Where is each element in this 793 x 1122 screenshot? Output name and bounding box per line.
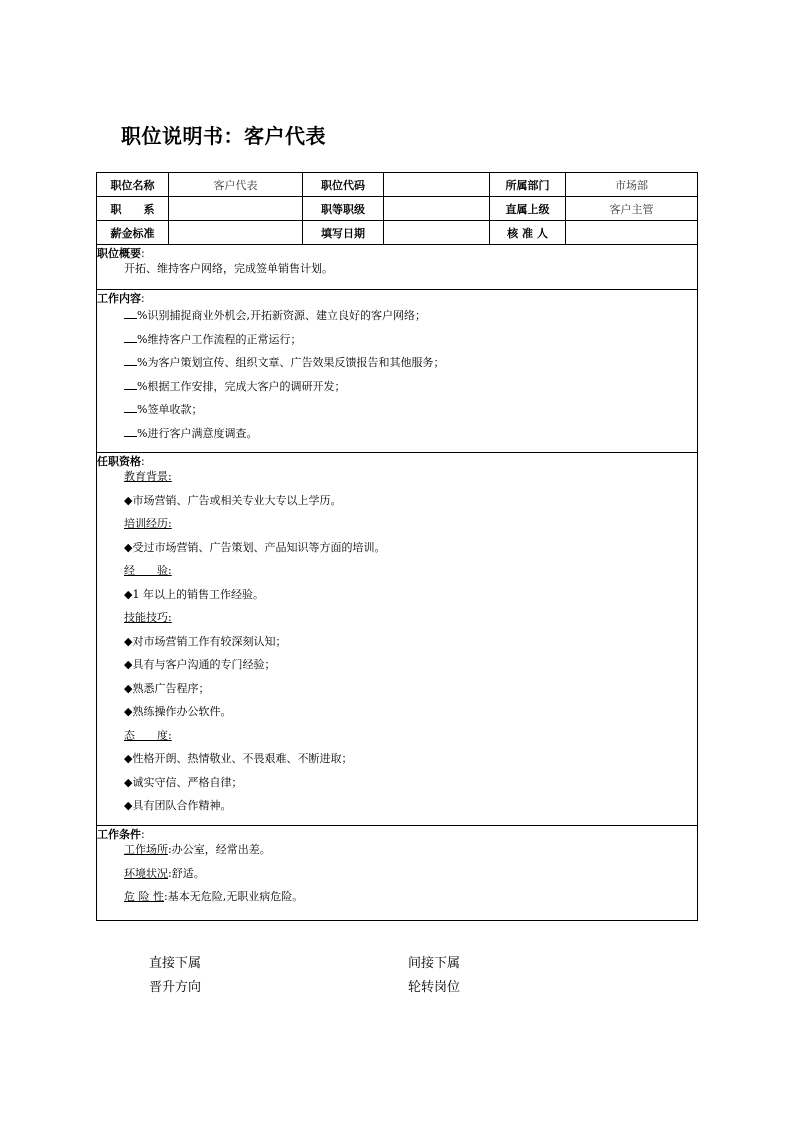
qualification-item: ◆熟练操作办公软件。 [124,705,232,718]
percent-blank [124,425,137,437]
indirect-subordinate-label: 间接下属 [408,956,461,971]
field-label: 职位代码 [303,173,384,197]
field-label: 职等职级 [303,197,384,221]
qualification-item: ◆对市场营销工作有较深刻认知； [124,634,287,648]
field-value: 市场部 [566,173,698,197]
qualification-group-title: 态 度: [124,728,172,742]
conditions-section [97,826,698,921]
promotion-label: 晋升方向 [149,980,202,995]
duty-text: %为客户策划宣传、组织文章、广告效果反馈报告和其他服务； [137,356,445,369]
qualification-item: ◆诚实守信、严格自律； [124,775,243,789]
rotation-label: 轮转岗位 [408,980,461,995]
direct-subordinate-label: 直接下属 [149,956,202,971]
qualifications-section [97,453,698,826]
duty-item [97,354,697,378]
field-value: 客户代表 [169,173,303,197]
condition-label: 工作场所 [124,843,168,856]
duty-item [97,425,697,449]
field-label: 核 准 人 [490,221,566,245]
duty-item [97,401,697,425]
duty-text: %维持客户工作流程的正常运行； [137,332,302,346]
duty-text: %签单收款； [137,403,203,416]
qualification-item: ◆具有与客户沟通的专门经验； [124,658,276,671]
field-value: 客户主管 [566,197,698,221]
field-label: 薪金标准 [97,221,169,245]
duty-text: %根据工作安排，完成大客户的调研开发； [137,379,346,393]
field-label: 直属上级 [490,197,566,221]
qualification-group-title: 技能技巧: [124,611,172,624]
qualification-item: ◆具有团队合作精神。 [124,799,232,812]
duty-item [97,378,697,402]
condition-label: 危 险 性 [124,890,164,903]
header-row [97,197,698,221]
percent-blank [124,354,137,366]
field-value [384,221,490,245]
qualification-item: ◆性格开朗、热情敬业、不畏艰难、不断进取； [124,752,353,765]
qualification-group-title: 培训经历: [124,517,172,530]
section-heading: 工作内容: [97,292,145,305]
duty-item [97,307,697,331]
qualification-group-title: 教育背景: [124,470,172,483]
condition-text: :基本无危险,无职业病危险。 [164,890,304,903]
section-heading: 职位概要: [97,247,145,260]
duty-text: %识别捕捉商业外机会,开拓新资源、建立良好的客户网络； [137,309,426,322]
percent-blank [124,331,137,343]
qualification-item: ◆受过市场营销、广告策划、产品知识等方面的培训。 [124,540,386,554]
section-heading: 任职资格: [97,455,145,468]
field-value [169,221,303,245]
condition-label: 环境状况 [124,866,168,880]
qualification-item: ◆1 年以上的销售工作经验。 [124,587,264,601]
qualification-group-title: 经 验: [124,564,172,577]
overview-section [97,245,698,290]
condition-item [97,890,697,914]
qualification-item: ◆熟悉广告程序； [124,681,210,695]
field-value [566,221,698,245]
duty-item [97,331,697,355]
duties-section [97,290,698,453]
field-label: 职 系 [97,197,169,221]
field-value [384,173,490,197]
page-title: 职位说明书：客户代表 [121,124,326,148]
percent-blank [124,307,137,319]
percent-blank [124,401,137,413]
condition-text: :办公室，经常出差。 [168,843,271,856]
overview-text: 开拓、维持客户网络，完成签单销售计划。 [124,262,333,275]
header-row [97,173,698,197]
field-value [384,197,490,221]
duty-text: %进行客户满意度调查。 [137,426,258,440]
condition-text: :舒适。 [168,866,205,880]
qualification-item: ◆市场营销、广告或相关专业大专以上学历。 [124,493,342,507]
field-label: 填写日期 [303,221,384,245]
job-description-table [96,172,698,921]
condition-item [97,843,697,867]
field-label: 职位名称 [97,173,169,197]
condition-item [97,867,697,891]
field-label: 所属部门 [490,173,566,197]
header-row [97,221,698,245]
field-value [169,197,303,221]
percent-blank [124,378,137,390]
section-heading: 工作条件: [97,828,145,841]
